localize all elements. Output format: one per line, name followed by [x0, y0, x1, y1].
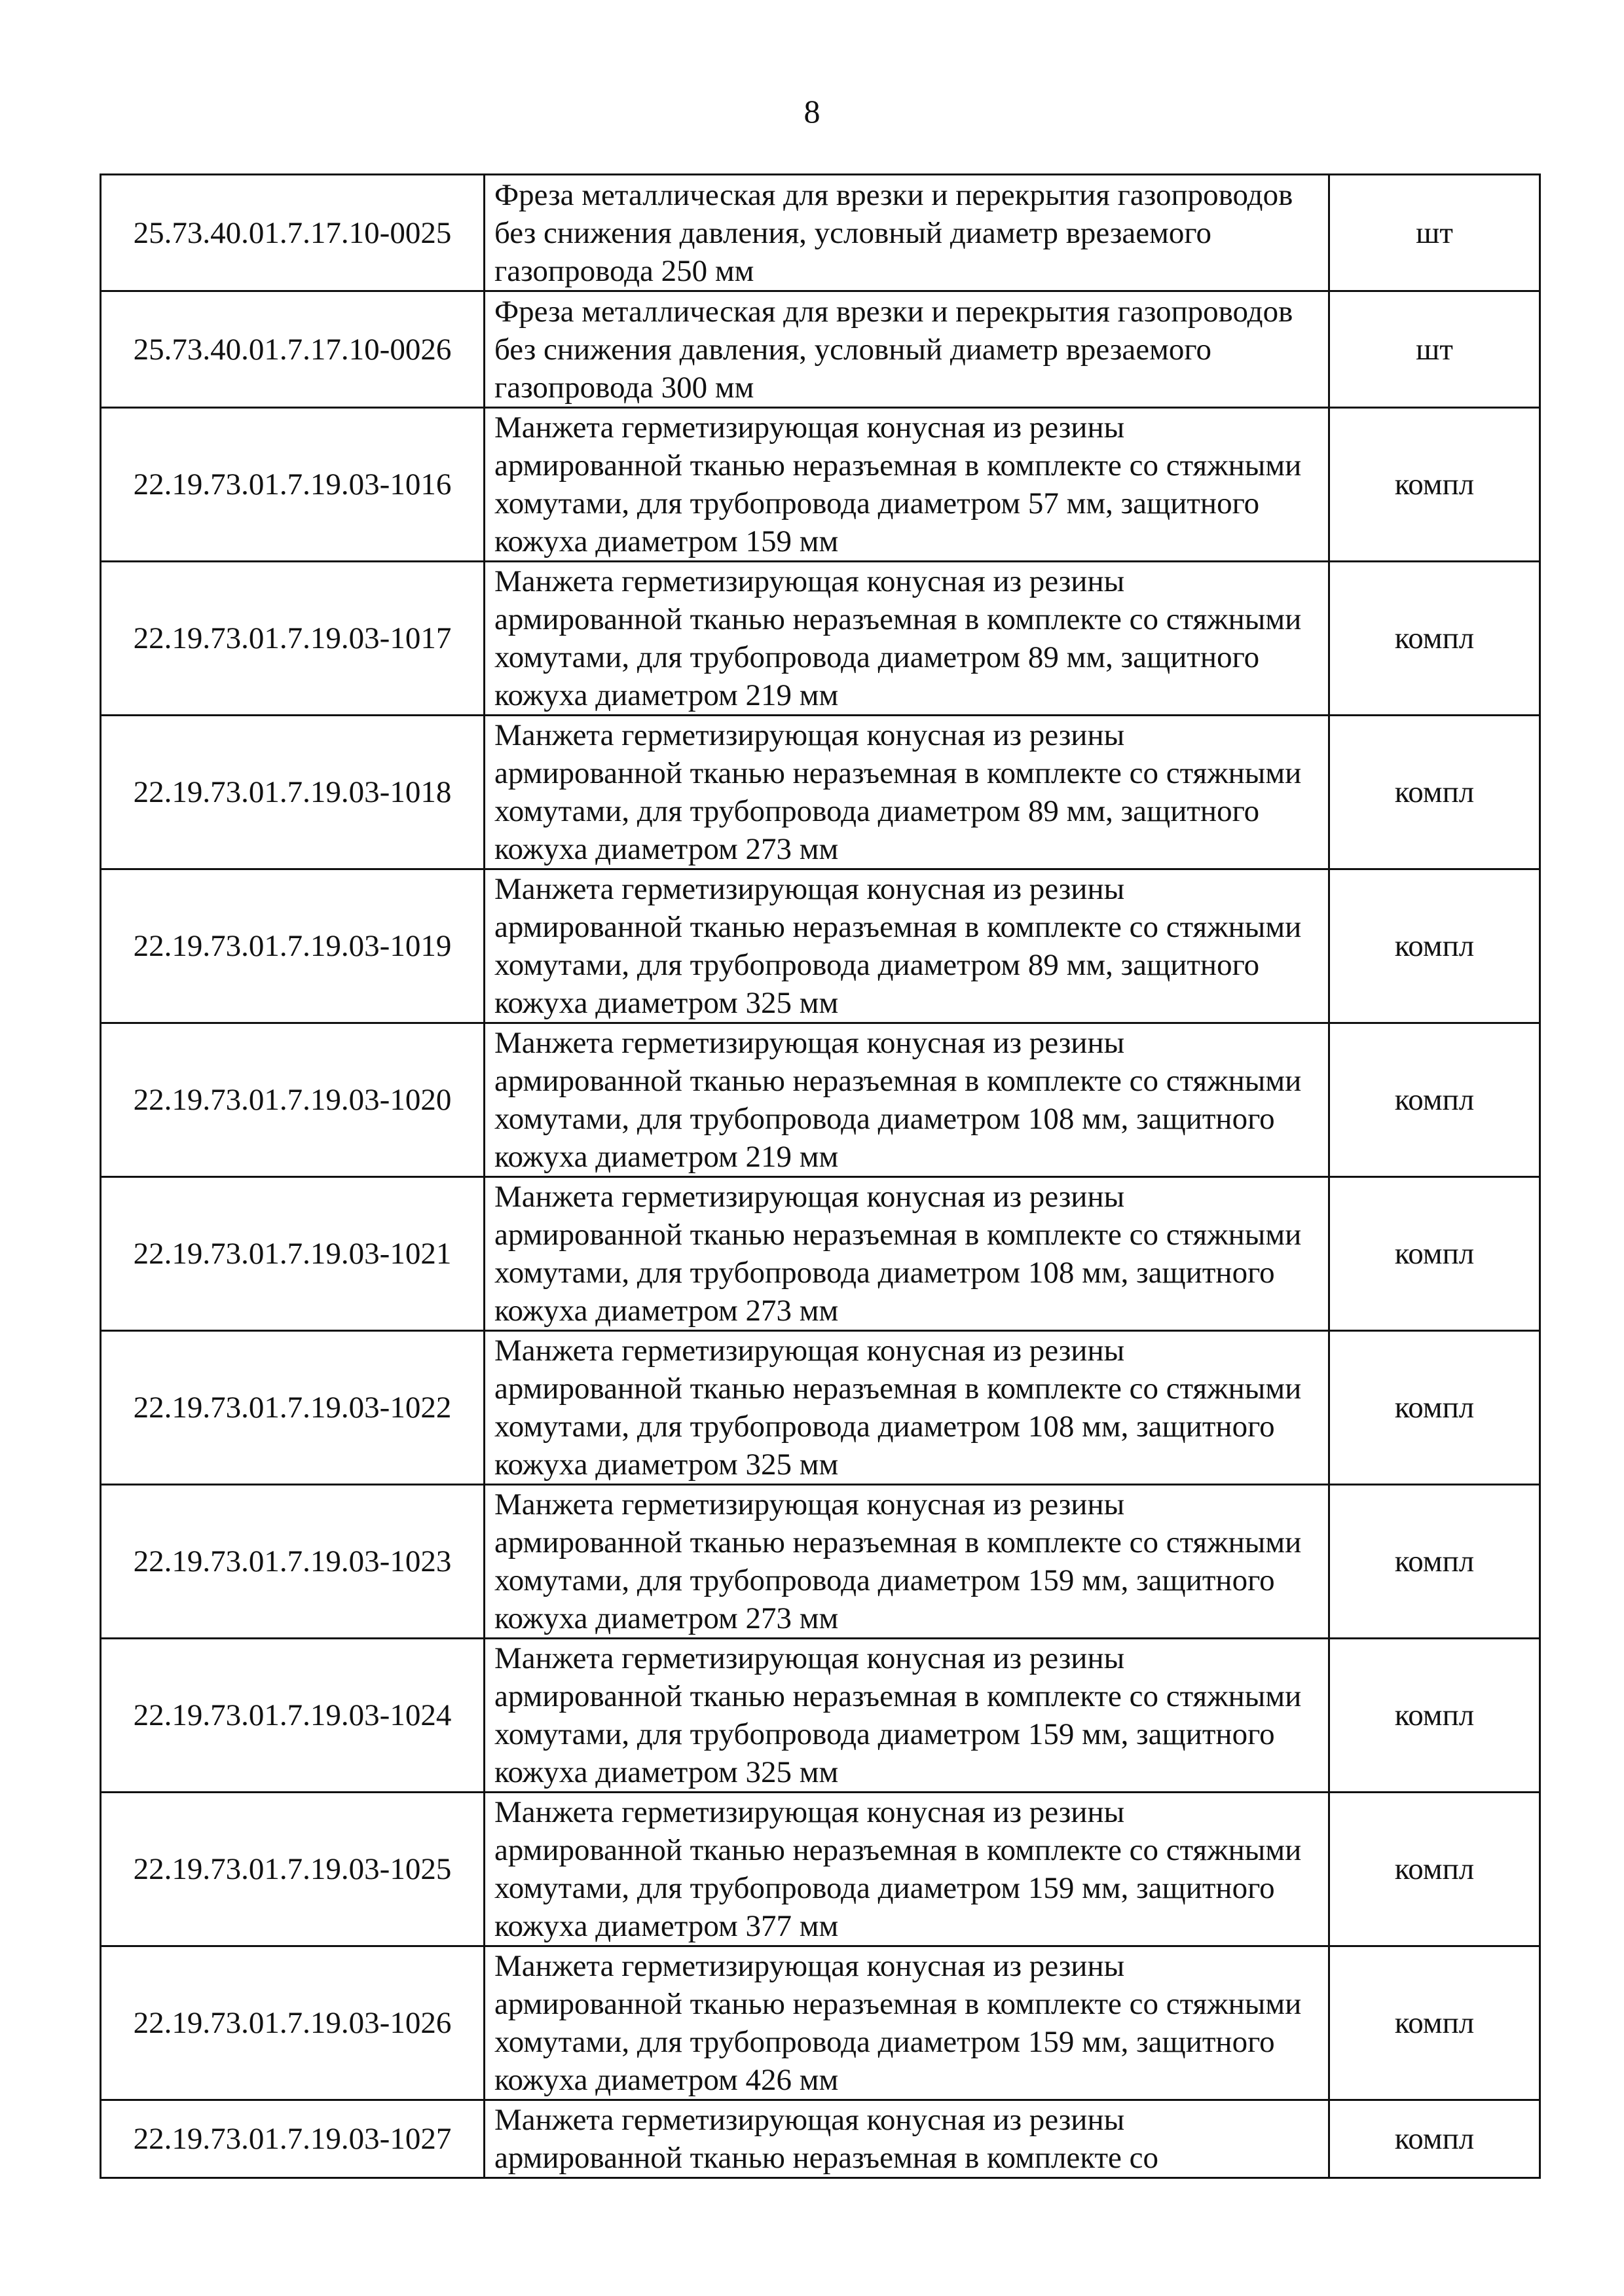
table-row — [101, 1793, 1540, 1946]
table-row — [101, 175, 1540, 291]
unit-of-measure: шт — [1329, 175, 1540, 291]
table-row — [101, 1485, 1540, 1639]
table-row — [101, 1023, 1540, 1177]
table-row — [101, 408, 1540, 562]
resource-code: 22.19.73.01.7.19.03-1024 — [101, 1639, 485, 1793]
resource-description: Манжета герметизирующая конусная из резины армированной тканью неразъемная в комплекте со стяжными хомутами, для трубопровода диаметром 57 мм, защитного кожуха диаметром 159 мм — [485, 408, 1329, 562]
resource-table — [100, 173, 1541, 2179]
resource-code: 22.19.73.01.7.19.03-1020 — [101, 1023, 485, 1177]
resource-code: 22.19.73.01.7.19.03-1017 — [101, 562, 485, 716]
resource-description: Манжета герметизирующая конусная из резины армированной тканью неразъемная в комплекте со стяжными хомутами, для трубопровода диаметром 108 мм, защитного кожуха диаметром 325 мм — [485, 1331, 1329, 1485]
resource-description: Манжета герметизирующая конусная из резины армированной тканью неразъемная в комплекте со стяжными хомутами, для трубопровода диаметром 89 мм, защитного кожуха диаметром 325 мм — [485, 869, 1329, 1023]
resource-code: 22.19.73.01.7.19.03-1025 — [101, 1793, 485, 1946]
resource-description: Фреза металлическая для врезки и перекрытия газопроводов без снижения давления, условный диаметр врезаемого газопровода 250 мм — [485, 175, 1329, 291]
resource-code: 22.19.73.01.7.19.03-1018 — [101, 716, 485, 869]
resource-description: Манжета герметизирующая конусная из резины армированной тканью неразъемная в комплекте со стяжными хомутами, для трубопровода диаметром 159 мм, защитного кожуха диаметром 377 мм — [485, 1793, 1329, 1946]
table-row — [101, 562, 1540, 716]
resource-description: Манжета герметизирующая конусная из резины армированной тканью неразъемная в комплекте со стяжными хомутами, для трубопровода диаметром 108 мм, защитного кожуха диаметром 273 мм — [485, 1177, 1329, 1331]
unit-of-measure: компл — [1329, 1331, 1540, 1485]
resource-description: Манжета герметизирующая конусная из резины армированной тканью неразъемная в комплекте со стяжными хомутами, для трубопровода диаметром 159 мм, защитного кожуха диаметром 325 мм — [485, 1639, 1329, 1793]
resource-code: 22.19.73.01.7.19.03-1016 — [101, 408, 485, 562]
unit-of-measure: компл — [1329, 1177, 1540, 1331]
resource-description: Манжета герметизирующая конусная из резины армированной тканью неразъемная в комплекте со стяжными хомутами, для трубопровода диаметром 89 мм, защитного кожуха диаметром 273 мм — [485, 716, 1329, 869]
resource-code: 22.19.73.01.7.19.03-1023 — [101, 1485, 485, 1639]
resource-description: Манжета герметизирующая конусная из резины армированной тканью неразъемная в комплекте со стяжными хомутами, для трубопровода диаметром 108 мм, защитного кожуха диаметром 219 мм — [485, 1023, 1329, 1177]
table-row — [101, 1946, 1540, 2100]
page-number: 8 — [803, 93, 821, 130]
resource-code: 25.73.40.01.7.17.10-0025 — [101, 175, 485, 291]
unit-of-measure: компл — [1329, 1639, 1540, 1793]
unit-of-measure: компл — [1329, 716, 1540, 869]
unit-of-measure: компл — [1329, 869, 1540, 1023]
table-row — [101, 869, 1540, 1023]
table-row — [101, 716, 1540, 869]
table-row — [101, 291, 1540, 408]
resource-description: Манжета герметизирующая конусная из резины армированной тканью неразъемная в комплекте со стяжными хомутами, для трубопровода диаметром 159 мм, защитного кожуха диаметром 426 мм — [485, 1946, 1329, 2100]
table-row — [101, 2100, 1540, 2178]
resource-code: 22.19.73.01.7.19.03-1021 — [101, 1177, 485, 1331]
unit-of-measure: шт — [1329, 291, 1540, 408]
table-row — [101, 1177, 1540, 1331]
unit-of-measure: компл — [1329, 2100, 1540, 2178]
resource-description: Манжета герметизирующая конусная из резины армированной тканью неразъемная в комплекте со стяжными хомутами, для трубопровода диаметром 159 мм, защитного кожуха диаметром 273 мм — [485, 1485, 1329, 1639]
resource-description: Манжета герметизирующая конусная из резины армированной тканью неразъемная в комплекте со — [485, 2100, 1329, 2178]
resource-code: 22.19.73.01.7.19.03-1026 — [101, 1946, 485, 2100]
resource-code: 22.19.73.01.7.19.03-1022 — [101, 1331, 485, 1485]
unit-of-measure: компл — [1329, 1793, 1540, 1946]
resource-code: 22.19.73.01.7.19.03-1027 — [101, 2100, 485, 2178]
unit-of-measure: компл — [1329, 1023, 1540, 1177]
unit-of-measure: компл — [1329, 562, 1540, 716]
resource-description: Манжета герметизирующая конусная из резины армированной тканью неразъемная в комплекте со стяжными хомутами, для трубопровода диаметром 89 мм, защитного кожуха диаметром 219 мм — [485, 562, 1329, 716]
resource-code: 25.73.40.01.7.17.10-0026 — [101, 291, 485, 408]
unit-of-measure: компл — [1329, 1946, 1540, 2100]
resource-description: Фреза металлическая для врезки и перекрытия газопроводов без снижения давления, условный диаметр врезаемого газопровода 300 мм — [485, 291, 1329, 408]
table-row — [101, 1331, 1540, 1485]
unit-of-measure: компл — [1329, 408, 1540, 562]
table-row — [101, 1639, 1540, 1793]
resource-code: 22.19.73.01.7.19.03-1019 — [101, 869, 485, 1023]
unit-of-measure: компл — [1329, 1485, 1540, 1639]
